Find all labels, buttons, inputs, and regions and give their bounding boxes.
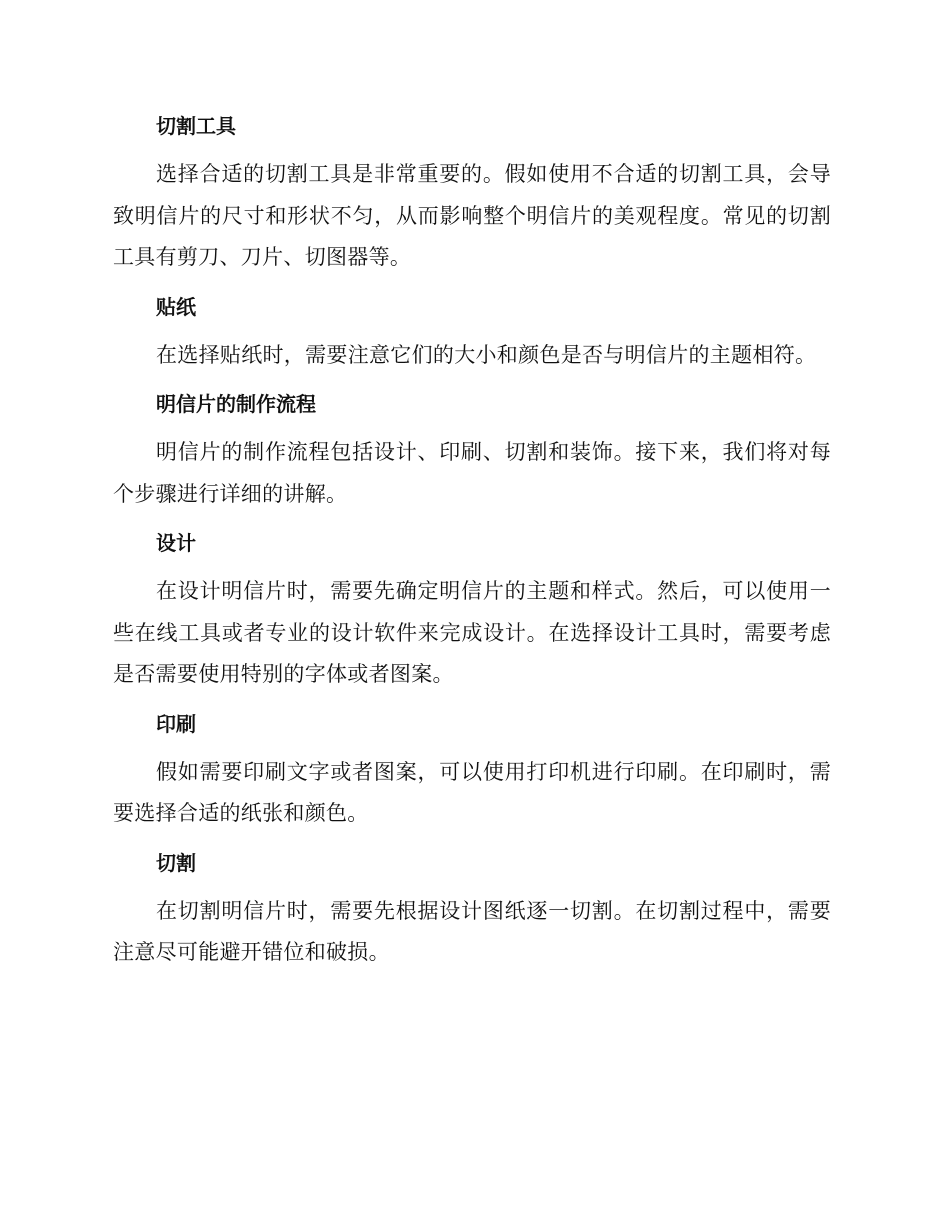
document-page: [113, 108, 831, 984]
section-heading-cutting-tools: 切割工具: [156, 114, 236, 138]
section-heading-design: 设计: [156, 531, 196, 555]
section-paragraph-printing: 假如需要印刷文字或者图案，可以使用打印机进行印刷。在印刷时，需要选择合适的纸张和颜色。: [113, 759, 831, 825]
section-heading-process: 明信片的制作流程: [156, 392, 316, 416]
section-paragraph-process: 明信片的制作流程包括设计、印刷、切割和装饰。接下来，我们将对每个步骤进行详细的讲解。: [113, 440, 831, 506]
section-paragraph-cutting-tools: 选择合适的切割工具是非常重要的。假如使用不合适的切割工具，会导致明信片的尺寸和形状不匀，从而影响整个明信片的美观程度。常见的切割工具有剪刀、刀片、切图器等。: [113, 162, 831, 269]
section-paragraph-stickers: 在选择贴纸时，需要注意它们的大小和颜色是否与明信片的主题相符。: [156, 342, 817, 367]
section-heading-printing: 印刷: [156, 711, 196, 736]
section-paragraph-design: 在设计明信片时，需要先确定明信片的主题和样式。然后，可以使用一些在线工具或者专业的设计软件来完成设计。在选择设计工具时，需要考虑是否需要使用特别的字体或者图案。: [113, 579, 831, 686]
section-heading-cutting: 切割: [156, 850, 196, 875]
section-paragraph-cutting: 在切割明信片时，需要先根据设计图纸逐一切割。在切割过程中，需要注意尽可能避开错位和破损。: [113, 898, 831, 964]
section-heading-stickers: 贴纸: [156, 294, 196, 319]
